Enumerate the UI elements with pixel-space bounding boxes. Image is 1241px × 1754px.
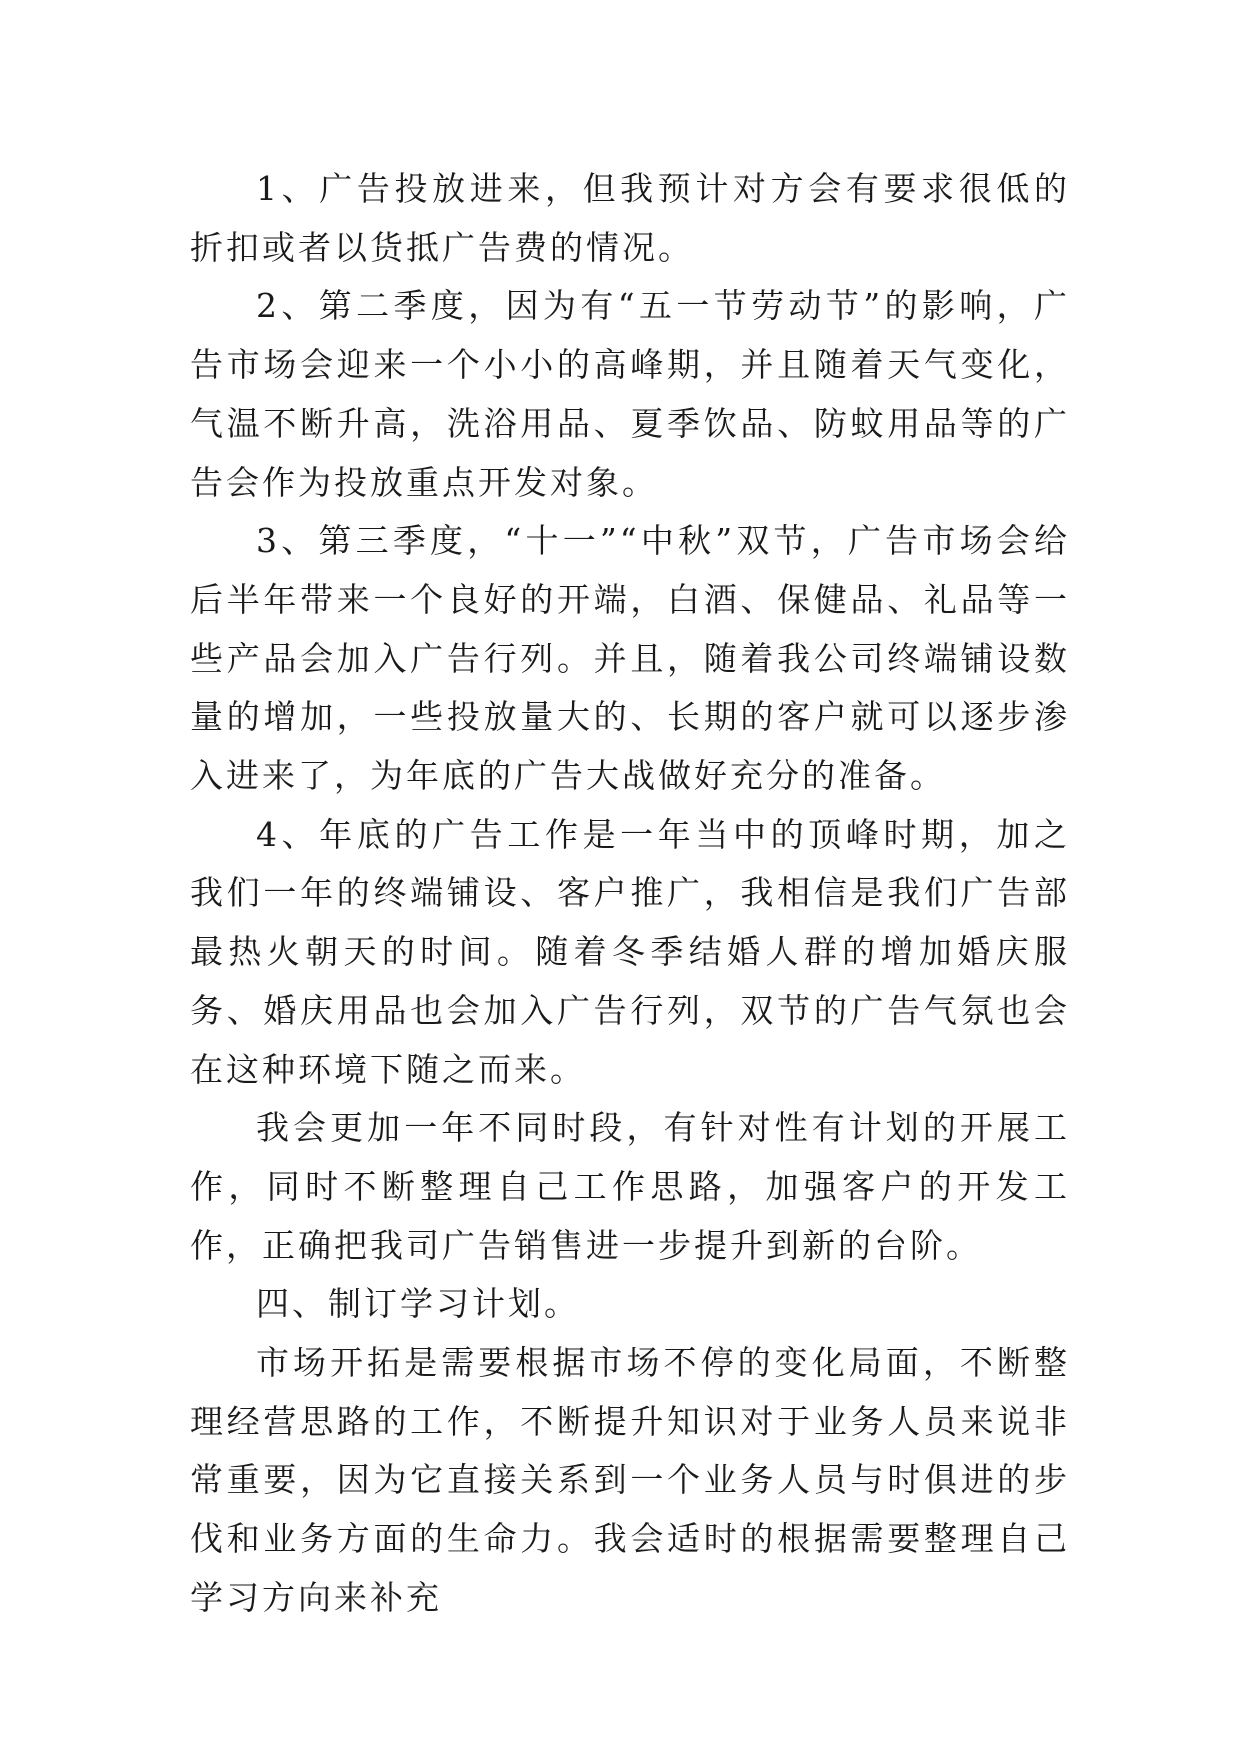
paragraph-plan-summary: 我会更加一年不同时段，有针对性有计划的开展工作，同时不断整理自己工作思路，加强客户的开发工作，正确把我司广告销售进一步提升到新的台阶。: [190, 1108, 1070, 1265]
paragraph-study-plan: 市场开拓是需要根据市场不停的变化局面，不断整理经营思路的工作，不断提升知识对于业务人员来说非常重要，因为它直接关系到一个业务人员与时俱进的步伐和业务方面的生命力。我会适时的根据需要整理自己学习方向来补充: [190, 1343, 1070, 1617]
paragraph-q3-ads: 3、第三季度，“十一”“中秋”双节，广告市场会给后半年带来一个良好的开端，白酒、保健品、礼品等一些产品会加入广告行列。并且，随着我公司终端铺设数量的增加，一些投放量大的、长期的客户就可以逐步渗入进来了，为年底的广告大战做好充分的准备。: [190, 521, 1070, 796]
paragraph-year-end-ads: 4、年底的广告工作是一年当中的顶峰时期，加之我们一年的终端铺设、客户推广，我相信是我们广告部最热火朝天的时间。随着冬季结婚人群的增加婚庆服务、婚庆用品也会加入广告行列，双节的广告气氛也会在这种环境下随之而来。: [190, 814, 1070, 1089]
document-body: [190, 160, 1070, 1628]
paragraph-q2-ads: 2、第二季度，因为有“五一节劳动节”的影响，广告市场会迎来一个小小的高峰期，并且随着天气变化，气温不断升高，洗浴用品、夏季饮品、防蚊用品等的广告会作为投放重点开发对象。: [190, 286, 1070, 502]
section-heading-study-plan: 四、制订学习计划。: [256, 1284, 580, 1324]
paragraph-q1-ads: 1、广告投放进来，但我预计对方会有要求很低的折扣或者以货抵广告费的情况。: [190, 169, 1070, 267]
